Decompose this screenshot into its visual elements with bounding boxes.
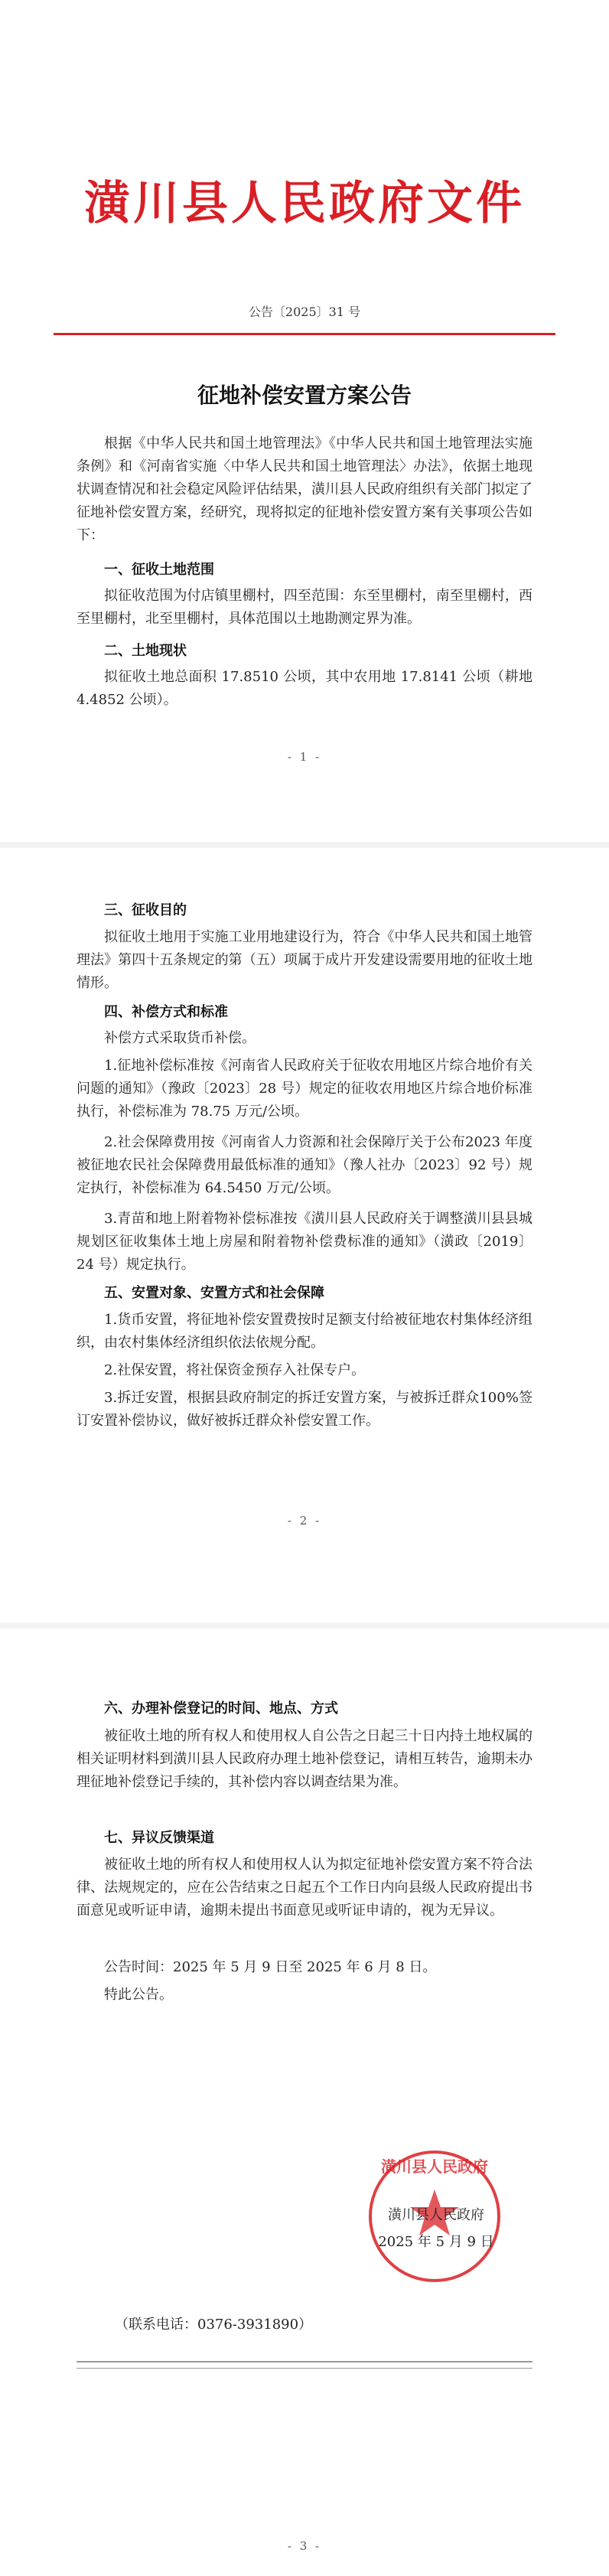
issuer-header: 潢川县人民政府文件: [84, 177, 525, 230]
section-4-item-1: 1.征地补偿标准按《河南省人民政府关于征收农用地区片综合地价有关问题的通知》（豫政〔2023〕28 号）规定的征收农用地区片综合地价标准执行，补偿标准为 78.75 万元/公顷。: [77, 1058, 532, 1120]
section-4-intro: 补偿方式采取货币补偿。: [104, 1030, 256, 1046]
announcement-period: 公告时间：2025 年 5 月 9 日至 2025 年 6 月 8 日。: [104, 1959, 437, 1975]
seal-text: 潢川县人民政府: [381, 2157, 488, 2176]
section-7-body: 被征收土地的所有权人和使用权人认为拟定征地补偿安置方案不符合法律、法规规定的，应在公告结束之日起五个工作日内向县级人民政府提出书面意见或听证申请，逾期未提出书面意见或听证申请的，视为无异议。: [77, 1857, 532, 1919]
section-1-heading: 一、征收土地范围: [104, 562, 214, 578]
intro-paragraph: 根据《中华人民共和国土地管理法》《中华人民共和国土地管理法实施条例》和《河南省实施〈中华人民共和国土地管理法〉办法》，依据土地现状调查情况和社会稳定风险评估结果，潢川县人民政府组织有关部门拟定了征地补偿安置方案，经研究，现将拟定的征地补偿安置方案有关事项公告如下：: [77, 435, 532, 543]
section-4-item-2: 2.社会保障费用按《河南省人力资源和社会保障厅关于公布2023 年度被征地农民社会保障费用最低标准的通知》（豫人社办〔2023〕92 号）规定执行，补偿标准为 64.5450 万元/公顷。: [77, 1134, 532, 1196]
section-3-heading: 三、征收目的: [104, 902, 187, 918]
section-4-heading: 四、补偿方式和标准: [104, 1004, 228, 1020]
page-number-1: - 1 -: [287, 750, 322, 764]
signing-date: 2025 年 5 月 9 日: [378, 2234, 494, 2250]
footer-rule: [77, 2368, 532, 2369]
section-5-item-1: 1.货币安置，将征地补偿安置费按时足额支付给被征地农村集体经济组织，由农村集体经济组织依法依规分配。: [77, 1312, 532, 1351]
contact-phone: （联系电话：0376-3931890）: [115, 2317, 313, 2333]
document-number: 公告〔2025〕31 号: [248, 305, 361, 319]
section-5-item-3: 3.拆迁安置，根据县政府制定的拆迁安置方案，与被拆迁群众100%签订安置补偿协议，做好被拆迁群众补偿安置工作。: [77, 1390, 532, 1429]
section-6-body: 被征收土地的所有权人和使用权人自公告之日起三十日内持土地权属的相关证明材料到潢川县人民政府办理土地补偿登记，请相互转告，逾期未办理征地补偿登记手续的，其补偿内容以调查结果为准。: [77, 1728, 532, 1790]
section-7-heading: 七、异议反馈渠道: [104, 1830, 214, 1846]
page-number-2: - 2 -: [287, 1514, 322, 1528]
signer-name: 潢川县人民政府: [388, 2207, 484, 2223]
section-3-body: 拟征收土地用于实施工业用地建设行为，符合《中华人民共和国土地管理法》第四十五条规定的第（五）项属于成片开发建设需要用地的征收土地情形。: [77, 929, 532, 991]
closing-phrase: 特此公告。: [104, 1987, 173, 2003]
page-title: 征地补偿安置方案公告: [197, 383, 412, 408]
page-break: [0, 842, 609, 848]
section-1-body: 拟征收范围为付店镇里棚村，四至范围：东至里棚村，南至里棚村，西至里棚村，北至里棚村，具体范围以土地勘测定界为准。: [77, 588, 532, 627]
section-2-heading: 二、土地现状: [104, 643, 187, 659]
red-divider: [54, 333, 555, 335]
footer-rule: [77, 2361, 532, 2362]
section-5-heading: 五、安置对象、安置方式和社会保障: [104, 1285, 324, 1301]
page-break: [0, 1622, 609, 1629]
section-6-heading: 六、办理补偿登记的时间、地点、方式: [104, 1700, 338, 1717]
section-2-body: 拟征收土地总面积 17.8510 公顷，其中农用地 17.8141 公顷（耕地 4.4852 公顷）。: [77, 669, 532, 708]
section-5-item-2: 2.社保安置，将社保资金预存入社保专户。: [104, 1362, 366, 1378]
page-number-3: - 3 -: [287, 2539, 322, 2553]
section-4-item-3: 3.青苗和地上附着物补偿标准按《潢川县人民政府关于调整潢川县县城规划区征收集体土地上房屋和附着物补偿费标准的通知》（潢政〔2019〕24 号）规定执行。: [77, 1211, 532, 1273]
